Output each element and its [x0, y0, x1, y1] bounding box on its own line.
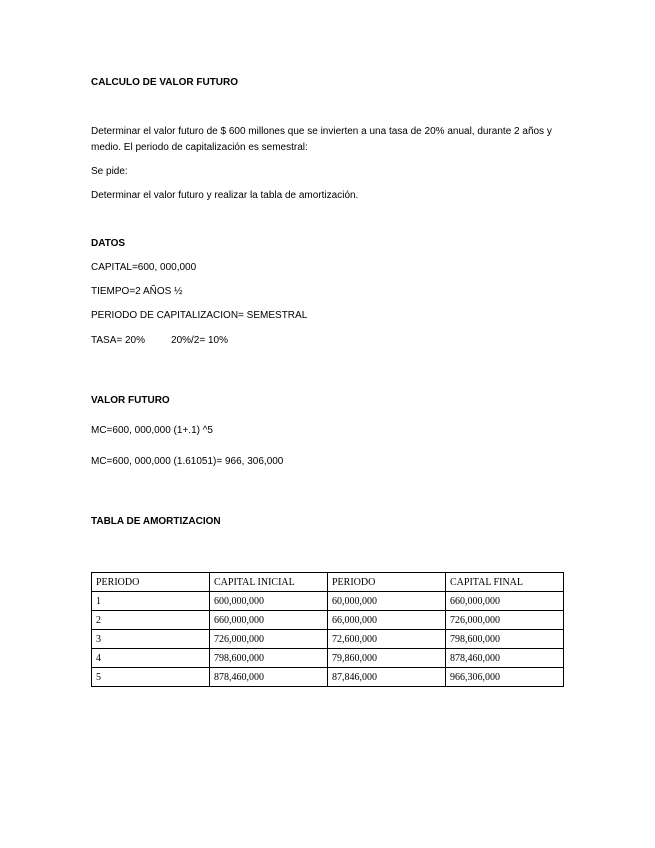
table-row — [92, 611, 564, 630]
table-row — [92, 668, 564, 687]
datos-heading: DATOS — [91, 238, 126, 249]
table-cell: 3 — [92, 630, 210, 649]
problem-statement: Determinar el valor futuro de $ 600 millones que se invierten a una tasa de 20% anual, durante 2 años y medio. El periodo de capitalización es semestral: — [91, 126, 552, 153]
table-header-row — [92, 573, 564, 592]
table-row — [92, 592, 564, 611]
formula-line-2: MC=600, 000,000 (1.61051)= 966, 306,000 — [91, 456, 284, 467]
tasa-semestral: 20%/2= 10% — [171, 335, 229, 346]
periodo-capitalizacion: PERIODO DE CAPITALIZACION= SEMESTRAL — [91, 310, 308, 321]
table-cell: 798,600,000 — [446, 630, 564, 649]
tasa-line — [91, 334, 228, 348]
table-cell: 66,000,000 — [328, 611, 446, 630]
table-row — [92, 649, 564, 668]
table-cell: 5 — [92, 668, 210, 687]
table-cell: 726,000,000 — [446, 611, 564, 630]
column-header: CAPITAL FINAL — [446, 573, 564, 592]
table-cell: 966,306,000 — [446, 668, 564, 687]
table-cell: 79,860,000 — [328, 649, 446, 668]
table-cell: 87,846,000 — [328, 668, 446, 687]
amortization-table — [91, 572, 564, 687]
table-cell: 2 — [92, 611, 210, 630]
valor-futuro-heading: VALOR FUTURO — [91, 395, 170, 406]
se-pide-label: Se pide: — [91, 166, 128, 177]
column-header: CAPITAL INICIAL — [210, 573, 328, 592]
capital-value: CAPITAL=600, 000,000 — [91, 262, 197, 273]
table-cell: 660,000,000 — [446, 592, 564, 611]
table-cell: 1 — [92, 592, 210, 611]
table-cell: 60,000,000 — [328, 592, 446, 611]
document-title: CALCULO DE VALOR FUTURO — [91, 77, 239, 88]
table-cell: 878,460,000 — [446, 649, 564, 668]
table-cell: 798,600,000 — [210, 649, 328, 668]
column-header: PERIODO — [92, 573, 210, 592]
table-cell: 4 — [92, 649, 210, 668]
table-cell: 878,460,000 — [210, 668, 328, 687]
tabla-heading: TABLA DE AMORTIZACION — [91, 516, 221, 527]
table-cell: 726,000,000 — [210, 630, 328, 649]
table-row — [92, 630, 564, 649]
column-header: PERIODO — [328, 573, 446, 592]
tiempo-value: TIEMPO=2 AÑOS ½ — [91, 286, 183, 297]
formula-line-1: MC=600, 000,000 (1+.1) ^5 — [91, 425, 213, 436]
task-statement: Determinar el valor futuro y realizar la tabla de amortización. — [91, 190, 359, 201]
table-cell: 72,600,000 — [328, 630, 446, 649]
table-cell: 660,000,000 — [210, 611, 328, 630]
tasa-anual: TASA= 20% — [91, 335, 146, 346]
table-cell: 600,000,000 — [210, 592, 328, 611]
